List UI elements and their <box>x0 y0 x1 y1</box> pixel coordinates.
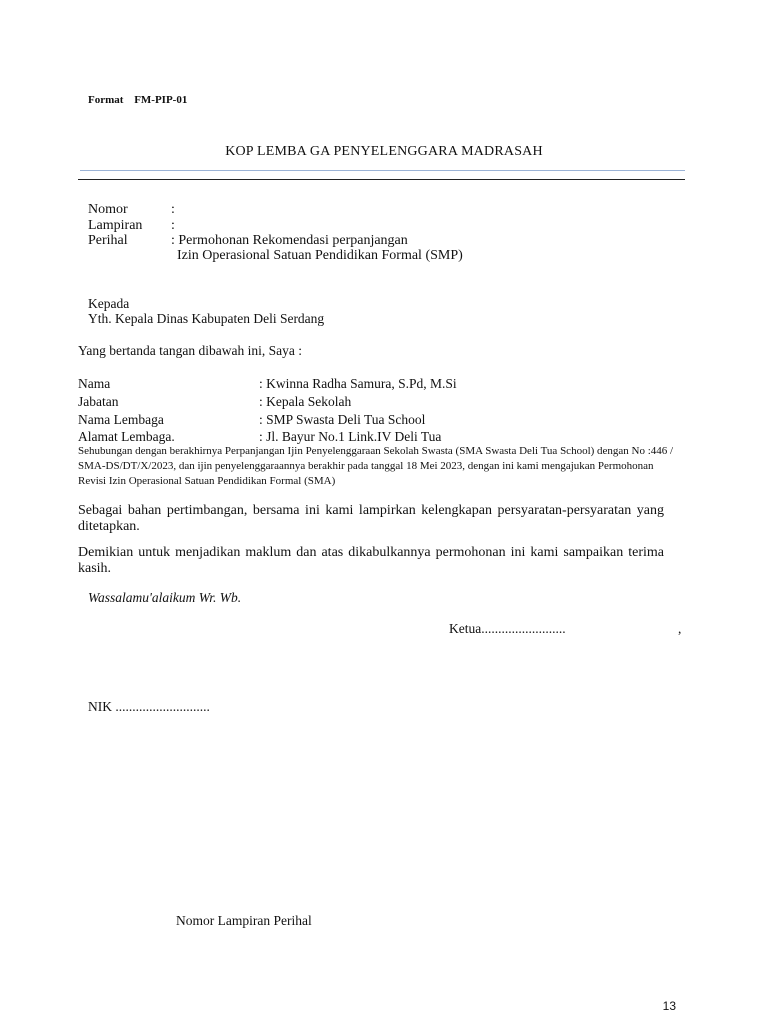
nomor-label: Nomor <box>88 202 128 217</box>
recipient-yth: Yth. Kepala Dinas Kabupaten Deli Serdang <box>88 311 325 326</box>
closing-greeting: Wassalamu'alaikum Wr. Wb. <box>88 590 242 605</box>
perihal-value-line2: Izin Operasional Satuan Pendidikan Formal (SMP) <box>177 248 463 263</box>
field-label: Jabatan <box>78 394 119 409</box>
bottom-text: Nomor Lampiran Perihal <box>176 913 312 928</box>
nomor-value: : <box>171 202 175 217</box>
perihal-value-line1: : Permohonan Rekomendasi perpanjangan <box>171 233 408 248</box>
field-label: Alamat Lembaga. <box>78 429 175 444</box>
letterhead-divider-blue <box>80 170 685 171</box>
field-value: : SMP Swasta Deli Tua School <box>259 412 426 427</box>
perihal-label: Perihal <box>88 233 128 248</box>
letterhead-divider <box>78 179 685 180</box>
signature-ketua: Ketua......................... <box>449 621 566 636</box>
format-label: Format <box>88 94 124 106</box>
paragraph-context: Sehubungan dengan berakhirnya Perpanjangan Ijin Penyelenggaraan Sekolah Swasta (SMA Swasta Deli Tua School) dengan No :446 / SMA-DS/DT/X/2023, dan ijin penyelenggaraannya berakhir pada tanggal 18 Mei 2023, dengan ini kami mengajukan Permohonan Revisi Izin Operasional Satuan Pendidikan Formal (SMA) <box>78 445 674 487</box>
field-label: Nama Lembaga <box>78 412 164 427</box>
format-label-row <box>88 94 187 106</box>
letterhead-title: KOP LEMBA GA PENYELENGGARA MADRASAH <box>225 144 543 159</box>
recipient-kepada: Kepada <box>88 296 130 311</box>
field-value: : Kepala Sekolah <box>259 394 352 409</box>
field-label: Nama <box>78 376 111 391</box>
lampiran-label: Lampiran <box>88 218 143 233</box>
intro-text: Yang bertanda tangan dibawah ini, Saya : <box>78 343 302 358</box>
format-code: FM-PIP-01 <box>134 94 188 106</box>
field-value: : Jl. Bayur No.1 Link.IV Deli Tua <box>259 429 442 444</box>
field-value: : Kwinna Radha Samura, S.Pd, M.Si <box>259 376 457 391</box>
signature-nik: NIK ............................ <box>88 699 210 714</box>
paragraph-attachments: Sebagai bahan pertimbangan, bersama ini kami lampirkan kelengkapan persyaratan-persyaratan yang ditetapkan. <box>78 503 664 534</box>
lampiran-value: : <box>171 218 175 233</box>
paragraph-closing: Demikian untuk menjadikan maklum dan atas dikabulkannya permohonan ini kami sampaikan terima kasih. <box>78 545 664 576</box>
page-number: 13 <box>662 999 676 1013</box>
signature-comma: , <box>678 621 682 636</box>
